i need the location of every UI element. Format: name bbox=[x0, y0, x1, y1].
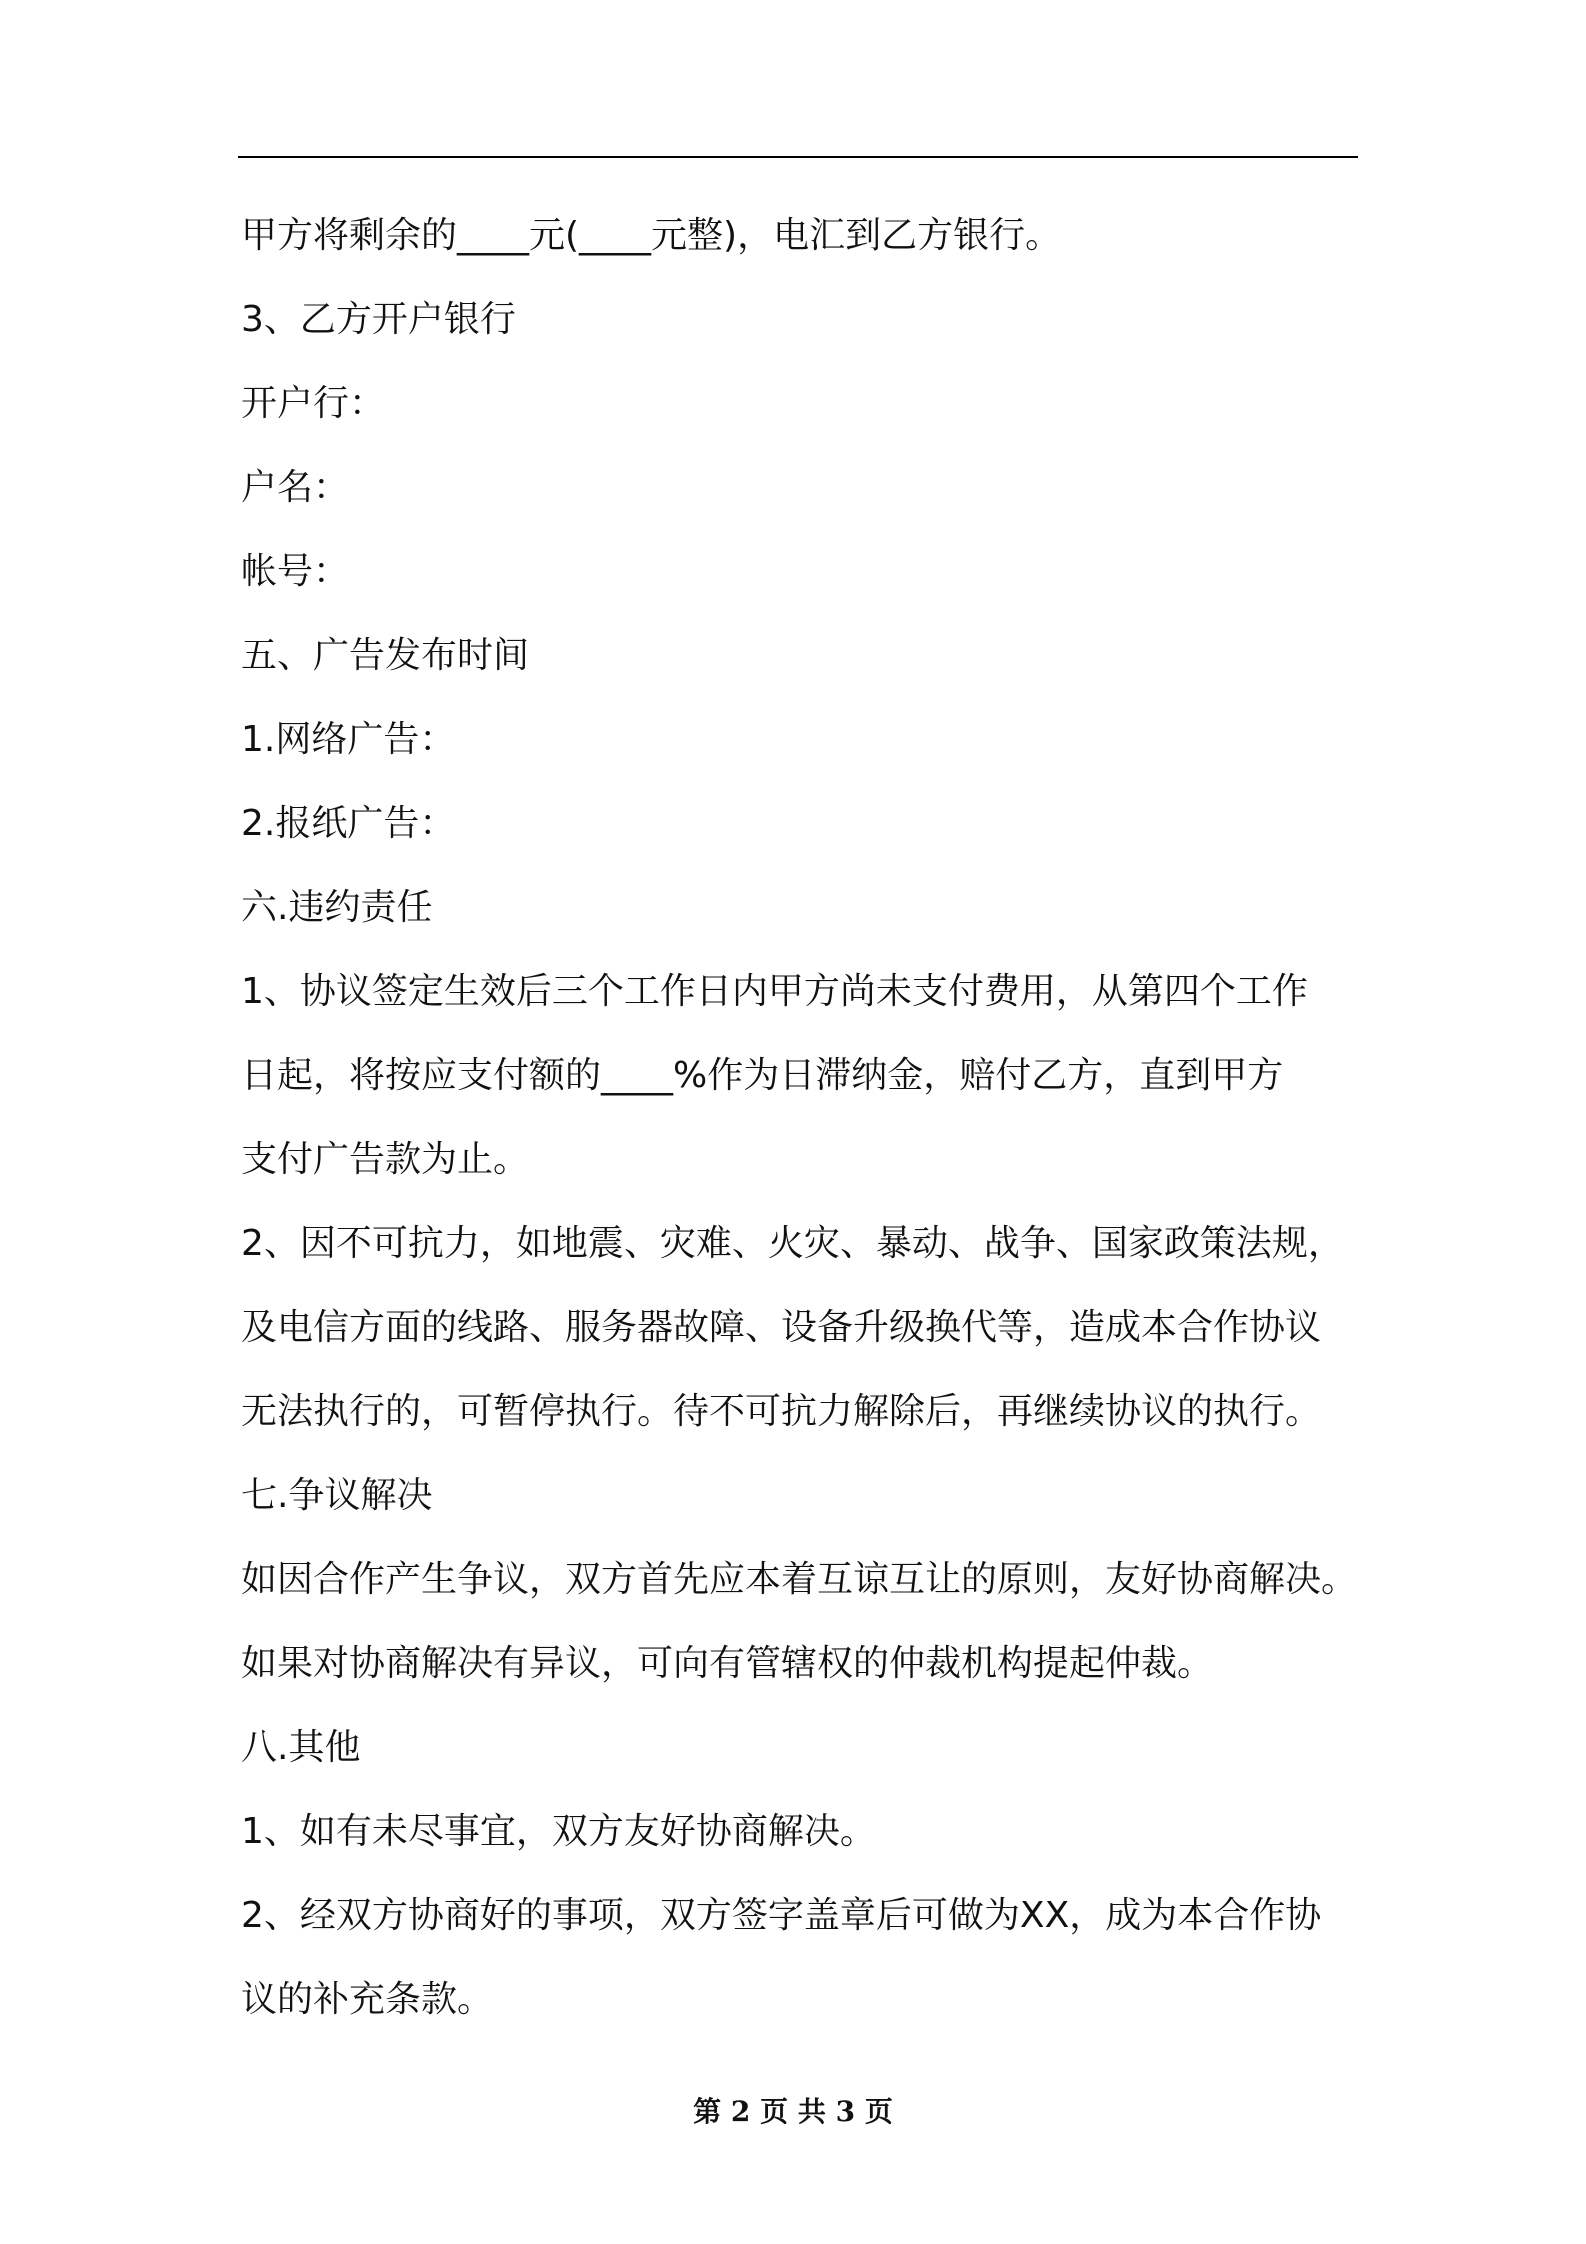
document-body bbox=[241, 194, 1369, 2042]
field-label-account-name: 户名： bbox=[241, 467, 350, 508]
paragraph-line: 1、如有未尽事宜，双方友好协商解决。 bbox=[241, 1811, 876, 1852]
paragraph-line: 支付广告款为止。 bbox=[241, 1139, 530, 1180]
paragraph-line: 2、经双方协商好的事项，双方签字盖章后可做为XX，成为本合作协 bbox=[241, 1895, 1322, 1936]
paragraph-line: 如因合作产生争议，双方首先应本着互谅互让的原则，友好协商解决。 bbox=[241, 1559, 1358, 1600]
paragraph-line: 及电信方面的线路、服务器故障、设备升级换代等，造成本合作协议 bbox=[241, 1307, 1322, 1348]
field-label-bank: 开户行： bbox=[241, 383, 386, 424]
section-heading: 七.争议解决 bbox=[241, 1475, 433, 1516]
paragraph-line: 2、因不可抗力，如地震、灾难、火灾、暴动、战争、国家政策法规， bbox=[241, 1223, 1344, 1264]
paragraph-line: 日起，将按应支付额的____%作为日滞纳金，赔付乙方，直到甲方 bbox=[241, 1055, 1284, 1096]
paragraph-line: 议的补充条款。 bbox=[241, 1979, 494, 2020]
field-label-account-number: 帐号： bbox=[241, 551, 350, 592]
section-heading: 3、乙方开户银行 bbox=[241, 299, 516, 340]
section-heading: 六.违约责任 bbox=[241, 887, 433, 928]
section-heading: 五、广告发布时间 bbox=[241, 635, 530, 676]
field-label-online-ad: 1.网络广告： bbox=[241, 719, 456, 760]
paragraph-line: 如果对协商解决有异议，可向有管辖权的仲裁机构提起仲裁。 bbox=[241, 1643, 1214, 1684]
field-label-newspaper-ad: 2.报纸广告： bbox=[241, 803, 456, 844]
section-heading: 八.其他 bbox=[241, 1727, 361, 1768]
paragraph-line: 无法执行的，可暂停执行。待不可抗力解除后，再继续协议的执行。 bbox=[241, 1391, 1322, 1432]
paragraph-line: 1、协议签定生效后三个工作日内甲方尚未支付费用，从第四个工作 bbox=[241, 971, 1308, 1012]
page-number-footer: 第 2 页 共 3 页 bbox=[693, 2095, 893, 2128]
paragraph-line: 甲方将剩余的____元(____元整)，电汇到乙方银行。 bbox=[241, 215, 1062, 256]
header-rule bbox=[238, 156, 1358, 158]
